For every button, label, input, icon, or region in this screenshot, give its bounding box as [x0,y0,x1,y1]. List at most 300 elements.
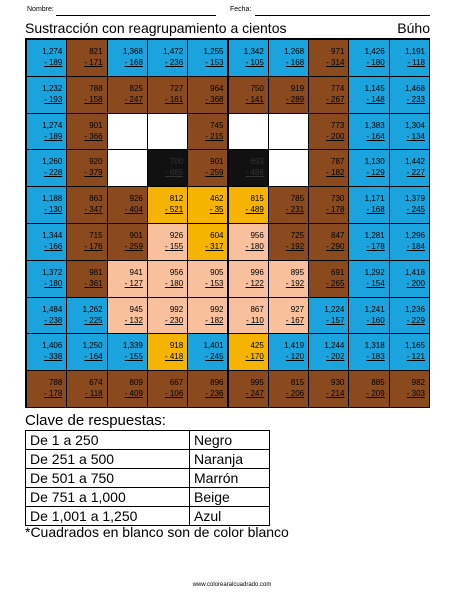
subtrahend: - 164 [84,352,103,362]
subtrahend: - 110 [246,315,264,325]
minuend: 971 [331,47,345,56]
grid-cell [26,370,67,408]
minuend: 815 [250,194,264,204]
subtrahend: - 157 [326,315,345,325]
grid-cell [66,370,107,408]
subtrahend: - 231 [285,205,305,215]
subtrahend: - 148 [366,94,385,104]
grid-cell [268,370,309,408]
minuend: 956 [169,267,184,277]
minuend: 774 [331,83,345,93]
minuend: 1,224 [324,304,345,314]
subtrahend: - 259 [124,242,143,251]
grid-cell [187,370,228,408]
subtrahend: - 154 [366,278,385,288]
subtrahend: - 209 [366,389,385,399]
subtrahend: - 178 [44,389,63,399]
subtrahend: - 122 [245,278,264,288]
minuend: 693 [250,157,264,167]
grid-cell [348,333,389,371]
grid-cell [308,370,349,408]
minuend: 1,236 [404,304,425,314]
subtrahend: - 265 [326,278,345,288]
minuend: 1,232 [42,83,63,93]
subtrahend: - 489 [245,205,264,215]
grid-cell [268,297,309,335]
subtrahend: - 236 [205,389,224,399]
minuend: 1,281 [364,231,385,240]
grid-cell [389,113,430,151]
subtrahend: - 180 [44,278,63,288]
minuend: 604 [210,231,224,240]
grid-cell [308,333,349,371]
grid-cell [66,297,107,335]
grid-cell [107,333,148,371]
minuend: 1,191 [404,47,425,56]
grid-cell [228,223,269,261]
grid-cell [268,223,309,261]
grid-cell [268,149,309,187]
grid-cell [66,39,107,77]
grid-cell [228,113,269,151]
subtrahend: - 418 [164,352,184,362]
subtrahend: - 118 [84,389,103,399]
subtrahend: - 521 [164,205,184,215]
grid-cell [308,76,349,114]
minuend: 956 [250,231,264,240]
minuend: 1,342 [243,47,264,56]
grid-cell [147,370,188,408]
minuend: 1,372 [42,267,63,277]
grid-cell [348,149,389,187]
minuend: 1,419 [284,341,305,351]
minuend: 730 [331,194,345,204]
subtrahend: - 176 [84,242,103,251]
minuend: 809 [129,378,143,388]
answer-key-row [26,431,270,450]
grid-cell [268,76,309,114]
subtrahend: - 409 [124,389,143,399]
subtrahend: - 317 [205,242,224,251]
minuend: 930 [331,378,345,388]
minuend: 812 [169,194,184,204]
minuend: 1,344 [42,231,63,240]
minuend: 919 [290,83,305,93]
subtrahend: - 171 [84,58,103,67]
grid-cell [308,186,349,224]
grid-cell [26,76,67,114]
subtrahend: - 247 [124,94,143,104]
grid-cell [187,39,228,77]
subtrahend: - 303 [406,389,425,399]
grid-cell [348,76,389,114]
subtrahend: - 180 [245,242,264,251]
grid-cell [348,223,389,261]
minuend: 1,255 [203,47,224,56]
grid-cell [308,223,349,261]
minuend: 1,468 [404,83,425,93]
minuend: 1,262 [82,304,103,314]
grid-cell [389,39,430,77]
grid-cell [66,76,107,114]
subtrahend: - 120 [285,352,305,362]
grid-cell [308,113,349,151]
subtrahend: - 289 [285,94,305,104]
grid-cell [147,333,188,371]
grid-cell [26,149,67,187]
subtrahend: - 167 [285,315,305,325]
subtrahend: - 238 [44,315,63,325]
subtrahend: - 215 [205,131,224,141]
minuend: 1,401 [203,341,224,351]
subtrahend: - 35 [209,205,224,215]
grid-cell [187,223,228,261]
grid-cell [107,260,148,298]
subtrahend: - 106 [164,389,184,399]
subtrahend: - 200 [406,278,425,288]
minuend: 1,130 [364,157,385,167]
minuend: 996 [250,267,264,277]
subtrahend: - 227 [406,168,425,178]
minuend: 787 [331,157,345,167]
minuend: 896 [210,378,224,388]
minuend: 788 [89,83,103,93]
subtrahend: - 121 [406,352,425,362]
name-label: Nombre: [27,6,54,13]
grid-cell [66,260,107,298]
subtrahend: - 245 [406,205,425,215]
minuend: 788 [48,378,63,388]
minuend: 847 [331,231,345,240]
grid-cell [268,39,309,77]
minuend: 901 [89,120,103,130]
minuend: 1,145 [364,83,385,93]
grid-cell [26,113,67,151]
grid-cell [187,260,228,298]
minuend: 667 [169,378,184,388]
subtrahend: - 180 [164,278,184,288]
answer-key-row [26,507,270,526]
grid-cell [228,186,269,224]
subtrahend: - 153 [205,278,224,288]
subtrahend: - 200 [326,131,345,141]
subtrahend: - 160 [366,315,385,325]
minuend: 691 [331,267,345,277]
minuend: 750 [250,83,264,93]
minuend: 1,383 [364,120,385,130]
grid-cell [389,333,430,371]
grid-cell [147,260,188,298]
grid-cell [228,370,269,408]
subtrahend: - 247 [245,389,264,399]
minuend: 1,304 [404,120,425,130]
minuend: 815 [290,378,305,388]
minuend: 727 [169,83,184,93]
grid-cell [107,370,148,408]
grid-cell [26,186,67,224]
minuend: 1,292 [364,267,385,277]
grid-cell [26,333,67,371]
subtrahend: - 267 [326,94,345,104]
subtrahend: - 228 [44,168,63,178]
subtrahend: - 127 [124,278,143,288]
answer-key-range: De 251 a 500 [26,450,190,469]
answer-key-color: Azul [190,507,270,526]
minuend: 1,260 [42,157,63,167]
grid-cell [66,333,107,371]
minuend: 1,171 [364,194,385,204]
subtrahend: - 314 [326,58,345,67]
subtrahend: - 158 [84,94,103,104]
grid-cell [228,39,269,77]
minuend: 715 [89,231,103,240]
subtrahend: - 245 [205,352,224,362]
minuend: 920 [89,157,103,167]
subtrahend: - 486 [245,168,264,178]
grid-cell [107,186,148,224]
grid-cell [187,76,228,114]
subtrahend: - 366 [84,131,103,141]
minuend: 425 [250,341,264,351]
minuend: 1,339 [122,341,143,351]
grid-cell [147,186,188,224]
minuend: 821 [89,47,103,56]
grid-cell [26,39,67,77]
subtrahend: - 153 [205,58,224,67]
minuend: 1,188 [42,194,63,204]
subtrahend: - 230 [164,315,184,325]
subtrahend: - 178 [326,205,345,215]
subtrahend: - 214 [326,389,345,399]
subtrahend: - 368 [205,94,224,104]
subtrahend: - 290 [326,242,345,251]
minuend: 941 [129,267,143,277]
grid-cell [348,186,389,224]
subtrahend: - 182 [326,168,345,178]
answer-key-range: De 1,001 a 1,250 [26,507,190,526]
answer-key-title: Clave de respuestas: [25,412,166,429]
grid-cell [107,223,148,261]
grid-cell [187,297,228,335]
answer-key-range: De 501 a 750 [26,469,190,488]
subtrahend: - 129 [366,168,385,178]
grid-cell [187,113,228,151]
grid-cell [66,113,107,151]
minuend: 895 [290,267,305,277]
minuend: 867 [250,304,264,314]
minuend: 927 [290,304,305,314]
subtrahend: - 180 [366,58,385,67]
grid-cell [147,297,188,335]
minuend: 1,244 [324,341,345,351]
answer-key-color: Negro [190,431,270,450]
subtrahend: - 236 [164,58,184,67]
subtrahend: - 183 [366,352,385,362]
minuend: 1,318 [364,341,385,351]
grid-cell [308,39,349,77]
subtrahend: - 202 [326,352,345,362]
minuend: 964 [210,83,224,93]
minuend: 926 [129,194,143,204]
minuend: 725 [290,231,305,240]
minuend: 1,418 [404,267,425,277]
grid-cell [147,113,188,151]
minuend: 745 [210,120,224,130]
answer-key-table [25,430,270,526]
minuend: 945 [129,304,143,314]
grid-cell [308,260,349,298]
subtrahend: - 347 [84,205,103,215]
minuend: 982 [411,378,425,388]
footer-url: www.colorearalcuadrado.com [192,582,272,588]
minuend: 1,250 [82,341,103,351]
grid-cell [268,333,309,371]
subtrahend: - 193 [44,94,63,104]
answer-key-color: Naranja [190,450,270,469]
minuend: 462 [210,194,224,204]
grid-cell [147,39,188,77]
grid-cell [228,297,269,335]
grid-cell [26,223,67,261]
subtrahend: - 164 [366,131,385,141]
grid-cell [26,260,67,298]
subtrahend: - 189 [44,131,63,141]
minuend: 1,268 [284,47,305,56]
grid-cell [107,113,148,151]
grid-cell [348,39,389,77]
minuend: 1,426 [364,47,385,56]
grid-cell [228,76,269,114]
grid-cell [107,39,148,77]
minuend: 773 [331,120,345,130]
subtrahend: - 134 [406,131,425,141]
subtrahend: - 168 [366,205,385,215]
grid-cell [107,297,148,335]
grid-cell [308,149,349,187]
subtrahend: - 166 [44,242,63,251]
subtrahend: - 361 [84,278,103,288]
grid-cell [389,297,430,335]
grid-cell [187,149,228,187]
grid-cell [348,297,389,335]
subtrahend: - 379 [84,168,103,178]
grid-cell [348,260,389,298]
answer-key-row [26,450,270,469]
grid-cell [66,223,107,261]
grid-cell [66,149,107,187]
grid-cell [389,370,430,408]
subtrahend: - 184 [406,242,425,251]
grid-cell [26,297,67,335]
minuend: 926 [169,231,184,240]
grid-cell [389,223,430,261]
blank-squares-note: *Cuadrados en blanco son de color blanco [25,524,289,540]
grid-cell [228,333,269,371]
minuend: 863 [89,194,103,204]
subtrahend: - 161 [164,94,184,104]
minuend: 981 [89,267,103,277]
answer-key-range: De 1 a 250 [26,431,190,450]
grid-cell [147,149,188,187]
minuend: 905 [210,267,224,277]
minuend: 1,472 [163,47,184,56]
worksheet-title: Sustracción con reagrupamiento a cientos [25,20,287,36]
subtrahend: - 178 [366,242,385,251]
minuend: 992 [210,304,224,314]
answer-key-row [26,488,270,507]
answer-key-color: Beige [190,488,270,507]
subtrahend: - 225 [84,315,103,325]
minuend: 1,165 [404,341,425,351]
grid-cell [228,260,269,298]
minuend: 1,379 [404,194,425,204]
grid-cell [147,223,188,261]
subtrahend: - 168 [124,58,143,67]
grid-cell [147,76,188,114]
grid-cell [389,260,430,298]
grid-cell [348,113,389,151]
grid-cell [389,76,430,114]
minuend: 785 [290,194,305,204]
subtrahend: - 189 [44,58,63,67]
minuend: 918 [169,341,184,351]
subtrahend: - 665 [164,168,184,178]
grid-cell [187,333,228,371]
subtrahend: - 105 [245,58,264,67]
minuend: 825 [129,83,143,93]
subtrahend: - 155 [164,242,184,251]
grid-cell [66,186,107,224]
subtrahend: - 182 [205,315,224,325]
minuend: 901 [210,157,224,167]
minuend: 1,406 [42,341,63,351]
minuend: 901 [129,231,143,240]
subtrahend: - 229 [406,315,425,325]
grid-cell [268,186,309,224]
grid-cell [389,186,430,224]
subtrahend: - 338 [44,352,63,362]
minuend: 1,241 [364,304,385,314]
minuend: 1,484 [42,304,63,314]
minuend: 700 [169,157,184,167]
minuend: 1,442 [404,157,425,167]
subtrahend: - 192 [285,278,305,288]
subtrahend: - 206 [285,389,305,399]
grid-cell [389,149,430,187]
date-label: Fecha: [230,6,252,13]
color-by-number-grid [25,38,430,408]
subtrahend: - 192 [285,242,305,251]
grid-cell [228,149,269,187]
subtrahend: - 233 [406,94,425,104]
worksheet-subtitle: Búho [397,20,430,36]
subtrahend: - 132 [124,315,143,325]
minuend: 885 [371,378,385,388]
grid-cell [107,149,148,187]
minuend: 1,296 [404,231,425,240]
subtrahend: - 130 [44,205,63,215]
minuend: 1,368 [122,47,143,56]
grid-cell [348,370,389,408]
subtrahend: - 404 [124,205,143,215]
grid-cell [107,76,148,114]
minuend: 1,274 [42,120,63,130]
answer-key-row [26,469,270,488]
subtrahend: - 141 [245,94,264,104]
grid-cell [308,297,349,335]
minuend: 674 [89,378,103,388]
subtrahend: - 168 [285,58,305,67]
